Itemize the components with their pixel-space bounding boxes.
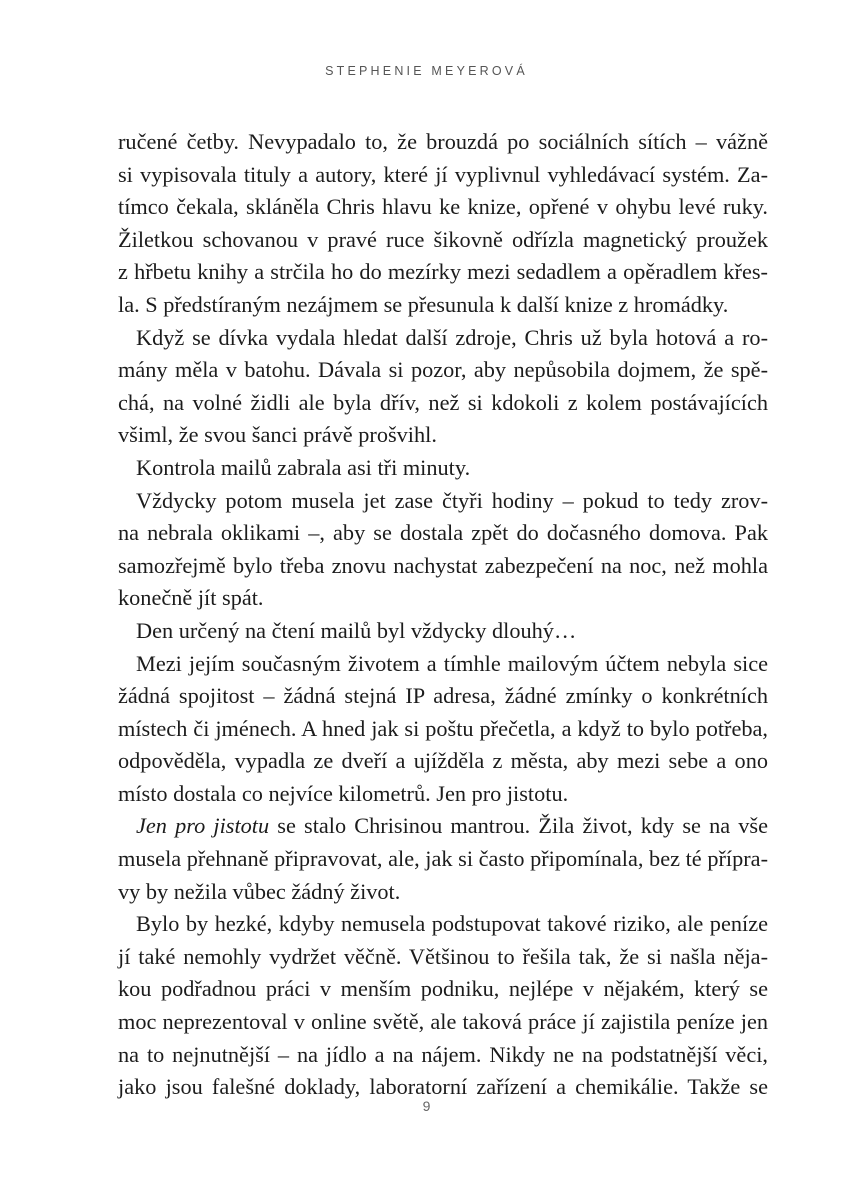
text-line-content: chá, na volné židli ale byla dřív, než si kdokoli z kolem postávajících — [118, 389, 768, 415]
text-line — [118, 485, 768, 518]
text-run: se stalo Chrisinou mantrou. Žila život, kdy se na vše — [277, 813, 768, 839]
text-line — [118, 778, 768, 811]
text-line — [118, 973, 768, 1006]
text-line-content: samozřejmě bylo třeba znovu nachystat zabezpečení na noc, než mohla — [118, 552, 768, 578]
text-line-content: žádná spojitost – žádná stejná IP adresa, žádné zmínky o konkrétních — [118, 683, 768, 709]
text-line-content: Mezi jejím současným životem a tímhle mailovým účtem nebyla sice — [136, 650, 768, 676]
text-line-content: musela přehnaně připravovat, ale, jak si často připomínala, bez té přípra- — [118, 846, 768, 872]
text-line — [118, 582, 768, 615]
text-line — [118, 810, 768, 843]
text-line — [118, 289, 768, 322]
text-line-content: ručené četby. Nevypadalo to, že brouzdá po sociálních sítích – vážně — [118, 129, 768, 154]
body-text — [118, 126, 768, 1104]
text-line-content: la. S předstíraným nezájmem se přesunula k další knize z hromádky. — [118, 291, 729, 317]
text-line — [118, 550, 768, 583]
text-line — [118, 387, 768, 420]
text-line — [118, 354, 768, 387]
page-number: 9 — [422, 1098, 431, 1114]
text-line-content: Žiletkou schovanou v pravé ruce šikovně odřízla magnetický proužek — [118, 226, 768, 252]
text-line — [118, 256, 768, 289]
text-line-content: místo dostala co nejvíce kilometrů. Jen pro jistotu. — [118, 780, 569, 806]
text-line — [118, 452, 768, 485]
text-line — [118, 1039, 768, 1072]
text-line-content: odpověděla, vypadla ze dveří a ujížděla z města, aby mezi sebe a ono — [118, 748, 768, 774]
text-line-content: Kontrola mailů zabrala asi tři minuty. — [136, 454, 471, 480]
text-line-content: vy by nežila vůbec žádný život. — [118, 878, 401, 904]
text-line — [118, 224, 768, 257]
text-line — [118, 322, 768, 355]
text-line-content: mány měla v batohu. Dávala si pozor, aby nepůsobila dojmem, že spě- — [118, 357, 768, 383]
text-line-content: jí také nemohly vydržet věčně. Většinou to řešila tak, že si našla něja- — [118, 943, 768, 969]
text-line-content: na nebrala oklikami –, aby se dostala zpět do dočasného domova. Pak — [118, 520, 768, 546]
text-line-content: Den určený na čtení mailů byl vždycky dlouhý… — [136, 617, 577, 643]
running-head: STEPHENIE MEYEROVÁ — [325, 64, 528, 78]
text-line-content: Když se dívka vydala hledat další zdroje, Chris už byla hotová a ro- — [136, 324, 768, 350]
text-line — [118, 908, 768, 941]
text-line-content: moc neprezentoval v online světě, ale taková práce jí zajistila peníze jen — [118, 1009, 768, 1035]
text-line — [118, 191, 768, 224]
text-line — [118, 419, 768, 452]
text-line — [118, 843, 768, 876]
text-line — [118, 745, 768, 778]
text-line — [118, 876, 768, 909]
text-line-content: všiml, že svou šanci právě prošvihl. — [118, 422, 437, 448]
text-line-content: místech či jménech. A hned jak si poštu přečetla, a když to bylo potřeba, — [118, 715, 768, 741]
text-line-content: kou podřadnou práci v menším podniku, nejlépe v nějakém, který se — [118, 976, 768, 1002]
text-line-content: si vypisovala tituly a autory, které jí vyplivnul vyhledávací systém. Za- — [118, 161, 768, 187]
text-line-content: Bylo by hezké, kdyby nemusela podstupovat takové riziko, ale peníze — [136, 911, 768, 937]
text-line — [118, 126, 768, 159]
text-line-content: jako jsou falešné doklady, laboratorní zařízení a chemikálie. Takže se — [118, 1074, 768, 1100]
text-line — [118, 615, 768, 648]
text-line — [118, 941, 768, 974]
text-line-content: Vždycky potom musela jet zase čtyři hodiny – pokud to tedy zrov- — [136, 487, 768, 513]
text-line-content: na to nejnutnější – na jídlo a na nájem. Nikdy ne na podstatnější věci, — [118, 1041, 768, 1067]
text-line — [118, 1006, 768, 1039]
text-line — [118, 159, 768, 192]
text-line-content: tímco čekala, skláněla Chris hlavu ke knize, opřené v ohybu levé ruky. — [118, 194, 768, 220]
text-line-content — [136, 810, 768, 843]
text-line-content: konečně jít spát. — [118, 585, 264, 611]
text-line — [118, 517, 768, 550]
emphasis: Jen pro jistotu — [136, 813, 270, 839]
text-line — [118, 680, 768, 713]
text-line — [118, 648, 768, 681]
text-line-content: z hřbetu knihy a strčila ho do mezírky mezi sedadlem a opěradlem křes- — [118, 259, 768, 285]
text-line — [118, 713, 768, 746]
